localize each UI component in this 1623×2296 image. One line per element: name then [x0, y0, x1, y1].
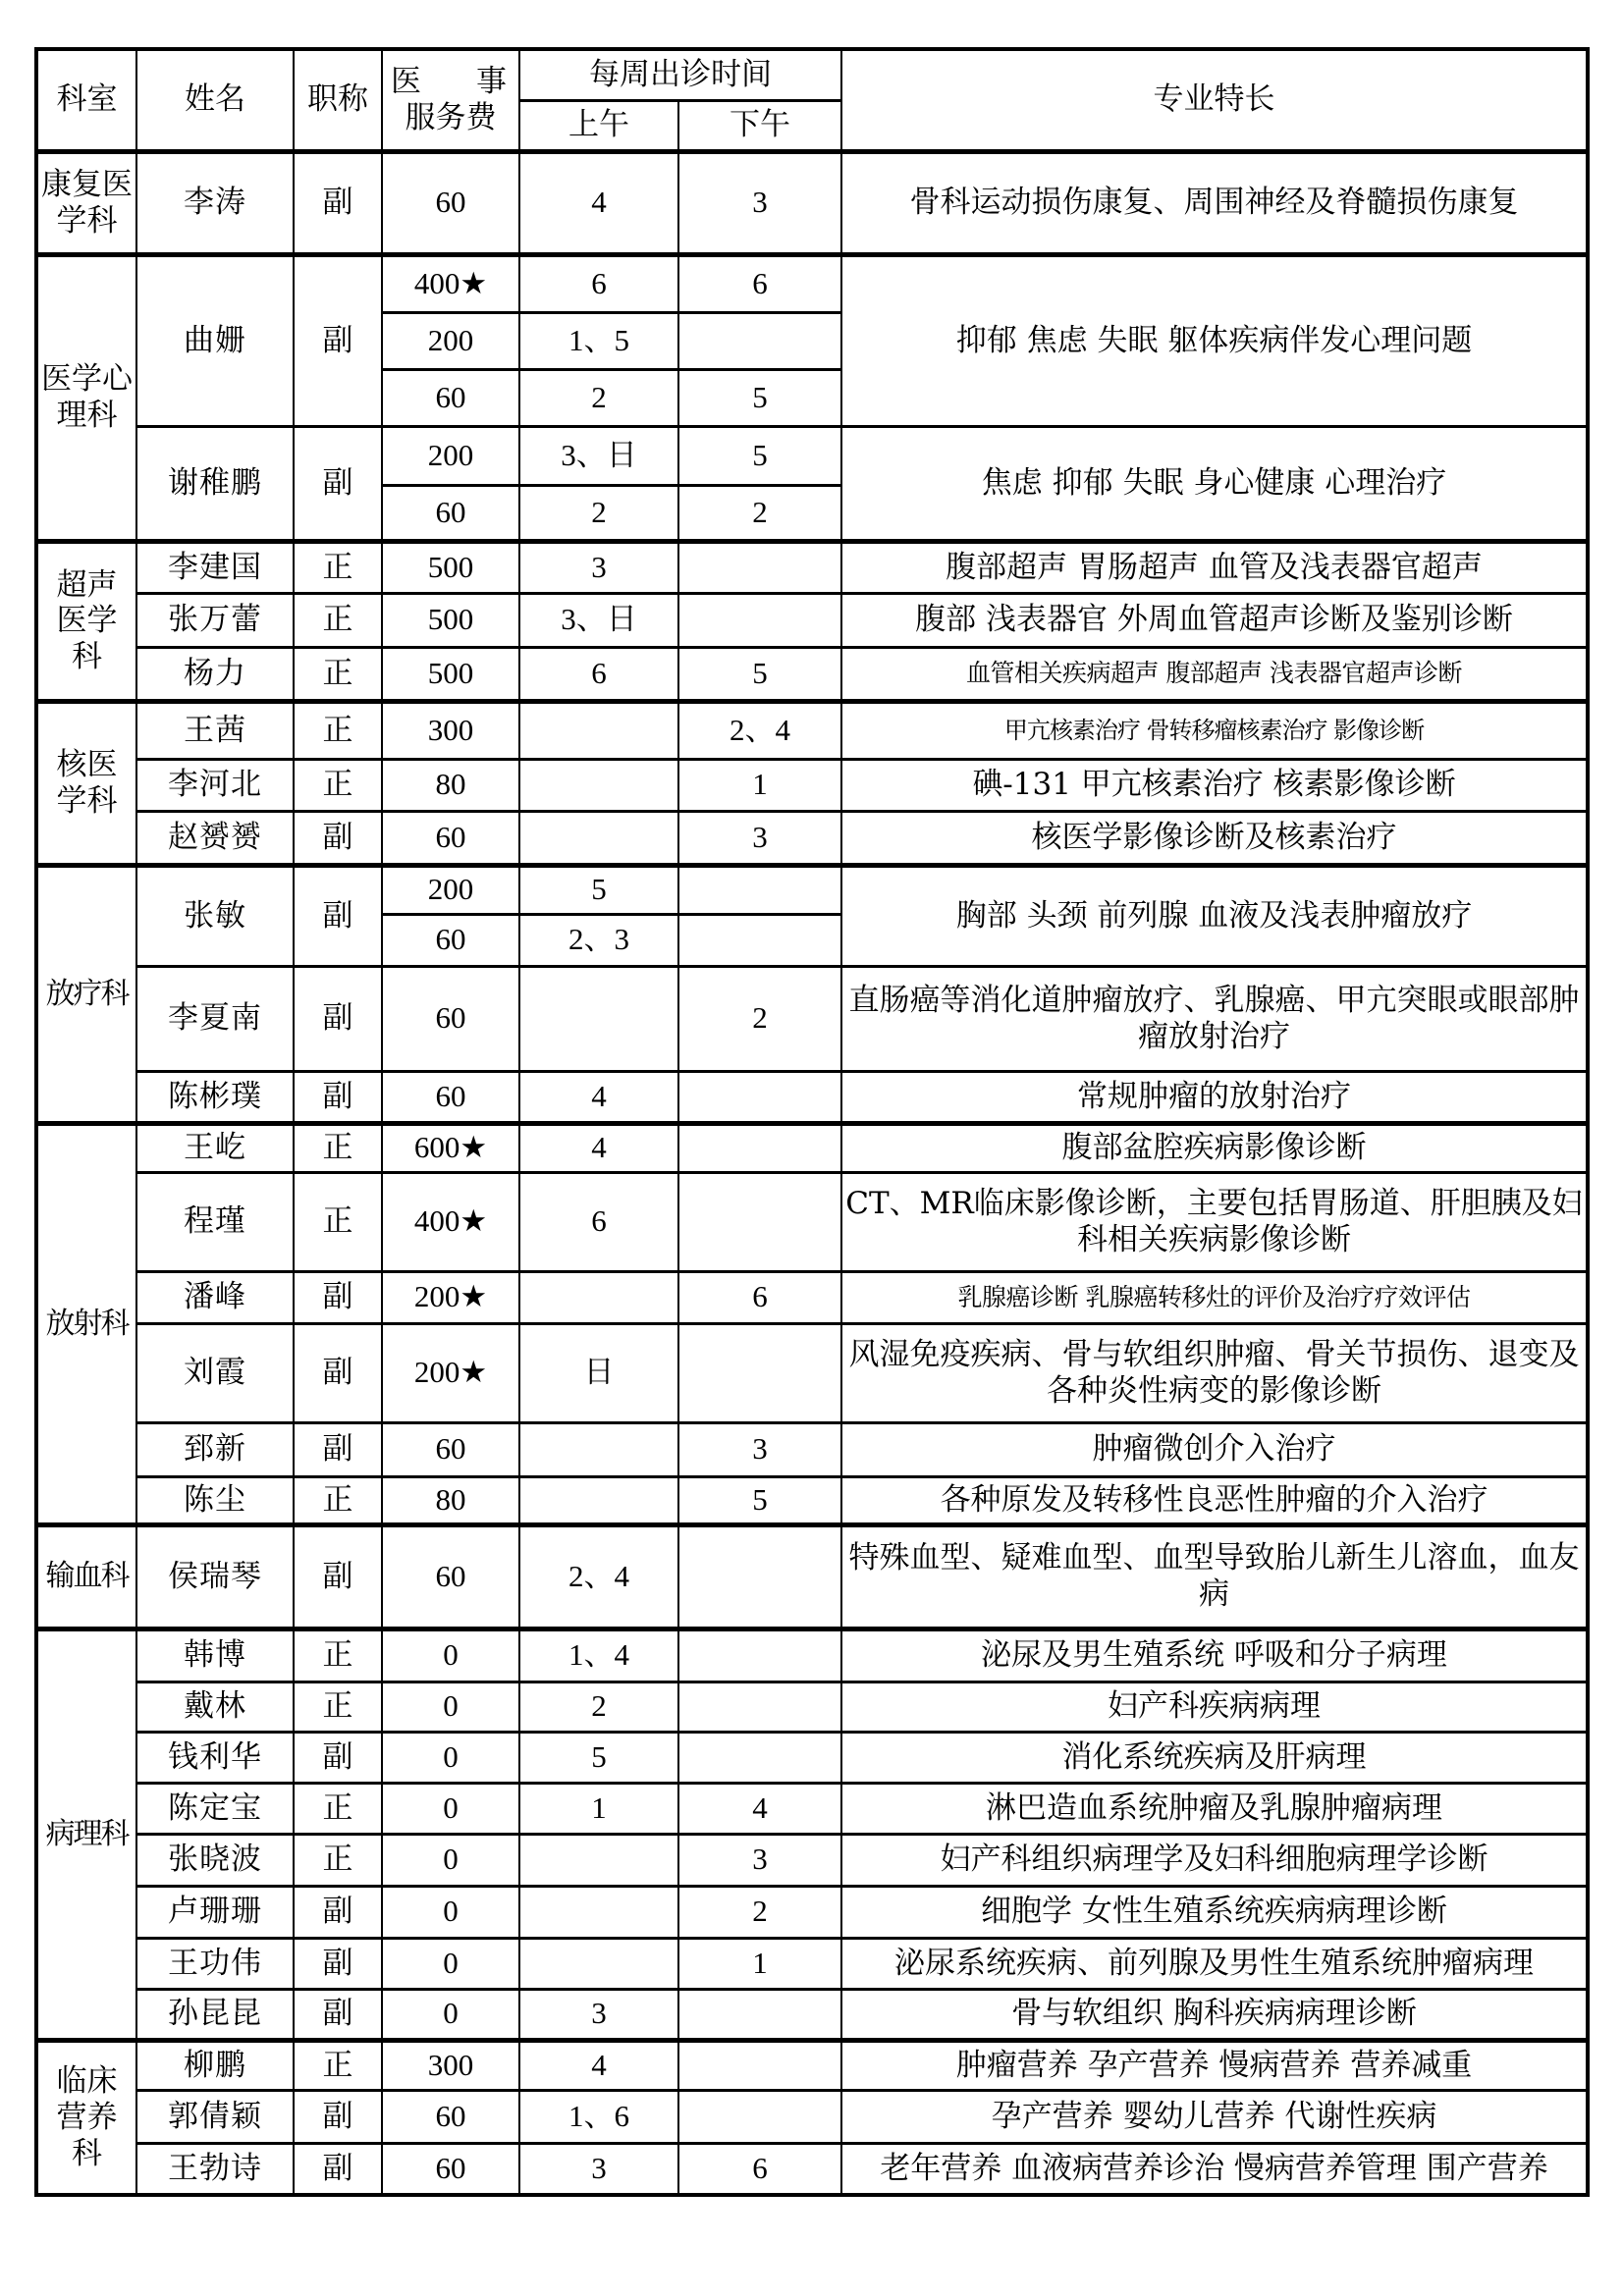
specialty: 风湿免疫疾病、骨与软组织肿瘤、骨关节损伤、退变及各种炎性病变的影像诊断 [841, 1323, 1588, 1422]
specialty: CT、MR临床影像诊断，主要包括胃肠道、肝胆胰及妇科相关疾病影像诊断 [841, 1172, 1588, 1271]
afternoon-clinic: 3 [678, 151, 841, 254]
afternoon-clinic: 1 [678, 759, 841, 811]
morning-clinic: 2 [519, 485, 678, 541]
doctor-title: 正 [294, 1682, 382, 1732]
specialty: 骨科运动损伤康复、周围神经及脊髓损伤康复 [841, 151, 1588, 254]
doctor-title: 正 [294, 593, 382, 647]
service-fee: 200★ [382, 1323, 519, 1422]
department-name-line: 医学 [56, 603, 118, 639]
header-fee-line2: 服务费 [405, 99, 497, 135]
doctor-name: 曲姗 [136, 254, 294, 426]
department-name: 输血科 [45, 1559, 129, 1594]
doctor-name: 韩博 [136, 1629, 294, 1682]
service-fee: 200 [382, 312, 519, 369]
department-name-line: 理科 [56, 398, 118, 433]
morning-clinic: 日 [519, 1323, 678, 1422]
morning-clinic: 5 [519, 865, 678, 914]
service-fee: 400★ [382, 1172, 519, 1271]
morning-clinic [519, 759, 678, 811]
header-specialty: 专业特长 [841, 49, 1588, 151]
table-row [36, 2143, 1588, 2195]
doctor-name: 陈彬璞 [136, 1071, 294, 1123]
doctor-title: 正 [294, 701, 382, 759]
afternoon-clinic: 4 [678, 1783, 841, 1834]
morning-clinic: 1、4 [519, 1629, 678, 1682]
table-row [36, 541, 1588, 593]
service-fee: 60 [382, 2090, 519, 2143]
table-row [36, 2040, 1588, 2090]
afternoon-clinic [678, 1682, 841, 1732]
doctor-name: 王茜 [136, 701, 294, 759]
table-row [36, 865, 1588, 914]
morning-clinic: 4 [519, 2040, 678, 2090]
afternoon-clinic: 6 [678, 254, 841, 312]
doctor-schedule-table [34, 47, 1590, 2197]
doctor-name: 侯瑞琴 [136, 1524, 294, 1629]
afternoon-clinic [678, 1524, 841, 1629]
table-row [36, 1422, 1588, 1476]
morning-clinic [519, 1271, 678, 1323]
specialty: 妇产科疾病病理 [841, 1682, 1588, 1732]
service-fee: 200 [382, 865, 519, 914]
table-row [36, 647, 1588, 701]
service-fee: 0 [382, 1938, 519, 1989]
morning-clinic: 2 [519, 1682, 678, 1732]
morning-clinic [519, 966, 678, 1071]
morning-clinic: 1、6 [519, 2090, 678, 2143]
afternoon-clinic [678, 593, 841, 647]
service-fee: 0 [382, 1886, 519, 1938]
afternoon-clinic [678, 865, 841, 914]
department-cell [36, 1629, 136, 2040]
doctor-name: 谢稚鹏 [136, 426, 294, 541]
department-name-line: 科 [72, 2135, 102, 2171]
morning-clinic: 4 [519, 1071, 678, 1123]
specialty: 妇产科组织病理学及妇科细胞病理学诊断 [841, 1834, 1588, 1886]
doctor-title: 副 [294, 1422, 382, 1476]
doctor-title: 副 [294, 1323, 382, 1422]
morning-clinic: 4 [519, 1123, 678, 1172]
afternoon-clinic: 5 [678, 1476, 841, 1524]
afternoon-clinic [678, 1071, 841, 1123]
table-row [36, 2090, 1588, 2143]
doctor-title: 正 [294, 1476, 382, 1524]
table-row [36, 1476, 1588, 1524]
table-row [36, 1271, 1588, 1323]
table-row [36, 966, 1588, 1071]
header-fee-char1: 医 [391, 64, 421, 100]
specialty: 核医学影像诊断及核素治疗 [841, 811, 1588, 865]
department-name-line: 医学心 [41, 361, 133, 398]
department-name-line: 营养 [56, 2099, 118, 2135]
specialty: 乳腺癌诊断 乳腺癌转移灶的评价及治疗疗效评估 [841, 1271, 1588, 1323]
department-cell [36, 151, 136, 254]
table-row [36, 1732, 1588, 1783]
doctor-name: 王功伟 [136, 1938, 294, 1989]
specialty: 肿瘤营养 孕产营养 慢病营养 营养减重 [841, 2040, 1588, 2090]
doctor-name: 戴林 [136, 1682, 294, 1732]
table-row [36, 151, 1588, 254]
department-name-line: 超声 [56, 566, 118, 603]
doctor-name: 李涛 [136, 151, 294, 254]
afternoon-clinic [678, 312, 841, 369]
table-row [36, 254, 1588, 312]
doctor-name: 卢珊珊 [136, 1886, 294, 1938]
specialty: 腹部盆腔疾病影像诊断 [841, 1123, 1588, 1172]
afternoon-clinic: 3 [678, 811, 841, 865]
service-fee: 60 [382, 1422, 519, 1476]
doctor-name: 李河北 [136, 759, 294, 811]
doctor-title: 副 [294, 1732, 382, 1783]
department-name: 放疗科 [45, 976, 129, 1011]
service-fee: 200 [382, 426, 519, 485]
morning-clinic: 1 [519, 1783, 678, 1834]
table-row [36, 1783, 1588, 1834]
service-fee: 60 [382, 966, 519, 1071]
doctor-title: 正 [294, 1123, 382, 1172]
doctor-title: 副 [294, 2090, 382, 2143]
table-row [36, 759, 1588, 811]
doctor-title: 正 [294, 1172, 382, 1271]
schedule-body [36, 151, 1588, 2195]
doctor-name: 钱利华 [136, 1732, 294, 1783]
table-row [36, 1938, 1588, 1989]
doctor-title: 正 [294, 2040, 382, 2090]
specialty: 泌尿系统疾病、前列腺及男性生殖系统肿瘤病理 [841, 1938, 1588, 1989]
table-row [36, 1886, 1588, 1938]
specialty: 碘-131 甲亢核素治疗 核素影像诊断 [841, 759, 1588, 811]
service-fee: 600★ [382, 1123, 519, 1172]
doctor-title: 副 [294, 1071, 382, 1123]
service-fee: 500 [382, 647, 519, 701]
afternoon-clinic [678, 1989, 841, 2040]
table-row [36, 1323, 1588, 1422]
specialty: 直肠癌等消化道肿瘤放疗、乳腺癌、甲亢突眼或眼部肿瘤放射治疗 [841, 966, 1588, 1071]
morning-clinic: 2 [519, 369, 678, 426]
doctor-title: 正 [294, 1783, 382, 1834]
doctor-name: 陈定宝 [136, 1783, 294, 1834]
afternoon-clinic: 5 [678, 369, 841, 426]
service-fee: 60 [382, 914, 519, 966]
afternoon-clinic: 1 [678, 1938, 841, 1989]
header-weekly-schedule: 每周出诊时间 [519, 49, 841, 100]
doctor-name: 孙昆昆 [136, 1989, 294, 2040]
table-row [36, 1834, 1588, 1886]
table-row [36, 701, 1588, 759]
doctor-name: 刘霞 [136, 1323, 294, 1422]
specialty: 腹部 浅表器官 外周血管超声诊断及鉴别诊断 [841, 593, 1588, 647]
doctor-title: 副 [294, 811, 382, 865]
header-service-fee [382, 49, 519, 151]
department-name-line: 学科 [56, 782, 118, 819]
morning-clinic: 1、5 [519, 312, 678, 369]
department-name: 放射科 [45, 1306, 129, 1341]
doctor-title: 副 [294, 151, 382, 254]
morning-clinic: 3、日 [519, 593, 678, 647]
specialty: 常规肿瘤的放射治疗 [841, 1071, 1588, 1123]
morning-clinic: 6 [519, 254, 678, 312]
afternoon-clinic: 2、4 [678, 701, 841, 759]
doctor-name: 柳鹏 [136, 2040, 294, 2090]
doctor-title: 副 [294, 254, 382, 426]
afternoon-clinic: 2 [678, 485, 841, 541]
service-fee: 0 [382, 1629, 519, 1682]
table-row [36, 1629, 1588, 1682]
header-fee-char2: 事 [476, 64, 507, 100]
doctor-name: 王勃诗 [136, 2143, 294, 2195]
department-name: 病理科 [45, 1816, 129, 1851]
doctor-title: 副 [294, 1989, 382, 2040]
doctor-name: 张晓波 [136, 1834, 294, 1886]
doctor-name: 程瑾 [136, 1172, 294, 1271]
department-cell [36, 254, 136, 541]
morning-clinic: 4 [519, 151, 678, 254]
morning-clinic: 3 [519, 2143, 678, 2195]
morning-clinic: 6 [519, 647, 678, 701]
doctor-title: 副 [294, 1938, 382, 1989]
doctor-title: 副 [294, 2143, 382, 2195]
morning-clinic: 3、日 [519, 426, 678, 485]
header-department: 科室 [36, 49, 136, 151]
header-name: 姓名 [136, 49, 294, 151]
doctor-title: 副 [294, 1524, 382, 1629]
afternoon-clinic: 6 [678, 1271, 841, 1323]
department-cell [36, 541, 136, 701]
afternoon-clinic: 5 [678, 647, 841, 701]
specialty: 焦虑 抑郁 失眠 身心健康 心理治疗 [841, 426, 1588, 541]
afternoon-clinic: 3 [678, 1834, 841, 1886]
header-morning: 上午 [519, 100, 678, 151]
morning-clinic: 5 [519, 1732, 678, 1783]
service-fee: 60 [382, 2143, 519, 2195]
afternoon-clinic [678, 1123, 841, 1172]
specialty: 血管相关疾病超声 腹部超声 浅表器官超声诊断 [841, 647, 1588, 701]
specialty: 泌尿及男生殖系统 呼吸和分子病理 [841, 1629, 1588, 1682]
afternoon-clinic: 2 [678, 1886, 841, 1938]
specialty: 孕产营养 婴幼儿营养 代谢性疾病 [841, 2090, 1588, 2143]
afternoon-clinic: 5 [678, 426, 841, 485]
morning-clinic [519, 701, 678, 759]
service-fee: 300 [382, 2040, 519, 2090]
department-name-line: 核医 [56, 746, 118, 782]
specialty: 抑郁 焦虑 失眠 躯体疾病伴发心理问题 [841, 254, 1588, 426]
doctor-title: 正 [294, 759, 382, 811]
header-title: 职称 [294, 49, 382, 151]
department-name-line: 临床 [56, 2063, 118, 2100]
department-cell [36, 701, 136, 865]
doctor-title: 副 [294, 1886, 382, 1938]
doctor-name: 李建国 [136, 541, 294, 593]
morning-clinic [519, 1422, 678, 1476]
morning-clinic: 6 [519, 1172, 678, 1271]
doctor-name: 赵赟赟 [136, 811, 294, 865]
table-row [36, 1071, 1588, 1123]
specialty: 肿瘤微创介入治疗 [841, 1422, 1588, 1476]
doctor-title: 副 [294, 865, 382, 966]
doctor-name: 郭倩颖 [136, 2090, 294, 2143]
department-cell [36, 2040, 136, 2195]
specialty: 老年营养 血液病营养诊治 慢病营养管理 围产营养 [841, 2143, 1588, 2195]
service-fee: 200★ [382, 1271, 519, 1323]
doctor-title: 副 [294, 1271, 382, 1323]
morning-clinic [519, 1938, 678, 1989]
morning-clinic [519, 811, 678, 865]
department-cell [36, 1524, 136, 1629]
department-cell [36, 865, 136, 1123]
table-row [36, 1682, 1588, 1732]
afternoon-clinic [678, 541, 841, 593]
service-fee: 500 [382, 593, 519, 647]
specialty: 特殊血型、疑难血型、血型导致胎儿新生儿溶血，血友病 [841, 1524, 1588, 1629]
doctor-name: 杨力 [136, 647, 294, 701]
doctor-title: 副 [294, 426, 382, 541]
table-row [36, 1524, 1588, 1629]
afternoon-clinic [678, 1629, 841, 1682]
doctor-name: 王屹 [136, 1123, 294, 1172]
header-afternoon: 下午 [678, 100, 841, 151]
department-name-line: 康复医 [41, 166, 133, 202]
afternoon-clinic [678, 2090, 841, 2143]
specialty: 淋巴造血系统肿瘤及乳腺肿瘤病理 [841, 1783, 1588, 1834]
table-row [36, 426, 1588, 485]
service-fee: 0 [382, 1989, 519, 2040]
afternoon-clinic: 3 [678, 1422, 841, 1476]
service-fee: 80 [382, 759, 519, 811]
morning-clinic [519, 1886, 678, 1938]
service-fee: 400★ [382, 254, 519, 312]
doctor-title: 正 [294, 1629, 382, 1682]
afternoon-clinic: 6 [678, 2143, 841, 2195]
specialty: 骨与软组织 胸科疾病病理诊断 [841, 1989, 1588, 2040]
doctor-title: 副 [294, 966, 382, 1071]
service-fee: 60 [382, 1071, 519, 1123]
service-fee: 60 [382, 369, 519, 426]
morning-clinic [519, 1476, 678, 1524]
service-fee: 0 [382, 1732, 519, 1783]
department-name-line: 学科 [56, 202, 118, 239]
morning-clinic [519, 1834, 678, 1886]
service-fee: 0 [382, 1834, 519, 1886]
afternoon-clinic [678, 1323, 841, 1422]
service-fee: 60 [382, 1524, 519, 1629]
specialty: 腹部超声 胃肠超声 血管及浅表器官超声 [841, 541, 1588, 593]
service-fee: 0 [382, 1783, 519, 1834]
table-row [36, 1989, 1588, 2040]
table-row [36, 1123, 1588, 1172]
specialty: 消化系统疾病及肝病理 [841, 1732, 1588, 1783]
doctor-title: 正 [294, 1834, 382, 1886]
afternoon-clinic [678, 2040, 841, 2090]
specialty: 细胞学 女性生殖系统疾病病理诊断 [841, 1886, 1588, 1938]
afternoon-clinic: 2 [678, 966, 841, 1071]
morning-clinic: 3 [519, 1989, 678, 2040]
specialty: 甲亢核素治疗 骨转移瘤核素治疗 影像诊断 [841, 701, 1588, 759]
doctor-name: 李夏南 [136, 966, 294, 1071]
doctor-name: 陈尘 [136, 1476, 294, 1524]
afternoon-clinic [678, 1732, 841, 1783]
doctor-title: 正 [294, 541, 382, 593]
department-cell [36, 1123, 136, 1524]
service-fee: 0 [382, 1682, 519, 1732]
service-fee: 60 [382, 811, 519, 865]
afternoon-clinic [678, 1172, 841, 1271]
service-fee: 60 [382, 485, 519, 541]
service-fee: 60 [382, 151, 519, 254]
table-row [36, 593, 1588, 647]
service-fee: 300 [382, 701, 519, 759]
doctor-title: 正 [294, 647, 382, 701]
doctor-name: 张敏 [136, 865, 294, 966]
doctor-name: 潘峰 [136, 1271, 294, 1323]
table-row [36, 1172, 1588, 1271]
morning-clinic: 2、4 [519, 1524, 678, 1629]
doctor-name: 郅新 [136, 1422, 294, 1476]
specialty: 胸部 头颈 前列腺 血液及浅表肿瘤放疗 [841, 865, 1588, 966]
department-name-line: 科 [72, 638, 102, 674]
afternoon-clinic [678, 914, 841, 966]
doctor-name: 张万蕾 [136, 593, 294, 647]
specialty: 各种原发及转移性良恶性肿瘤的介入治疗 [841, 1476, 1588, 1524]
service-fee: 80 [382, 1476, 519, 1524]
service-fee: 500 [382, 541, 519, 593]
morning-clinic: 2、3 [519, 914, 678, 966]
morning-clinic: 3 [519, 541, 678, 593]
table-row [36, 811, 1588, 865]
